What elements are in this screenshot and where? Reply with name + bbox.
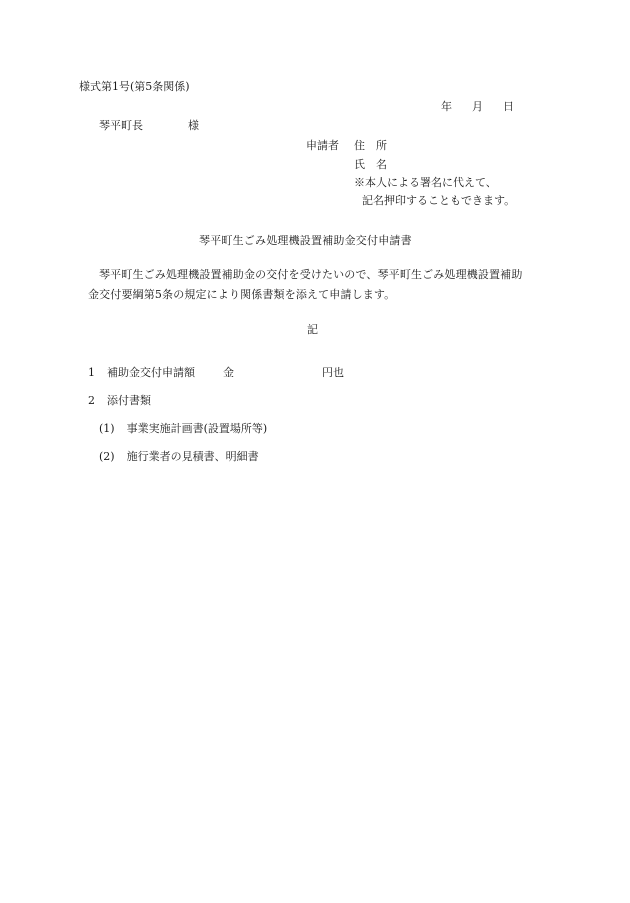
addressee [99, 120, 199, 131]
item-application-amount [88, 367, 344, 378]
document-title: 琴平町生ごみ処理機設置補助金交付申請書 [199, 234, 412, 247]
name-label: 氏 名 [354, 158, 387, 171]
sub-item-number: (1) [99, 422, 115, 435]
body-text-line-2: 金交付要綱第5条の規定により関係書類を添えて申請します。 [88, 288, 396, 301]
form-number: 様式第1号(第5条関係) [79, 80, 190, 93]
sub-item-label: 施行業者の見積書、明細書 [126, 450, 259, 463]
item-number: 2 [88, 394, 95, 407]
addressee-name: 琴平町長 [99, 119, 143, 132]
sub-item-number: (2) [99, 450, 115, 463]
date-year-label: 年 [441, 100, 452, 113]
sub-item-estimate [99, 451, 259, 462]
date-month-label: 月 [472, 100, 483, 113]
amount-prefix: 金 [223, 366, 234, 379]
ki-heading: 記 [307, 323, 318, 336]
date-line [441, 101, 514, 112]
address-label: 住 所 [354, 139, 387, 152]
amount-suffix: 円也 [322, 366, 344, 379]
signature-note-line-1: ※本人による署名に代えて、 [354, 176, 497, 189]
applicant-label: 申請者 [306, 139, 339, 152]
body-text-line-1: 琴平町生ごみ処理機設置補助金の交付を受けたいので、琴平町生ごみ処理機設置補助 [99, 268, 523, 281]
date-day-label: 日 [503, 100, 514, 113]
sub-item-label: 事業実施計画書(設置場所等) [126, 422, 268, 435]
item-label: 添付書類 [107, 394, 151, 407]
addressee-honorific: 様 [188, 119, 199, 132]
item-attachments [88, 395, 151, 406]
item-label: 補助金交付申請額 [107, 366, 195, 379]
signature-note-line-2: 記名押印することもできます。 [362, 194, 516, 207]
sub-item-plan [99, 423, 267, 434]
item-number: 1 [88, 366, 95, 379]
